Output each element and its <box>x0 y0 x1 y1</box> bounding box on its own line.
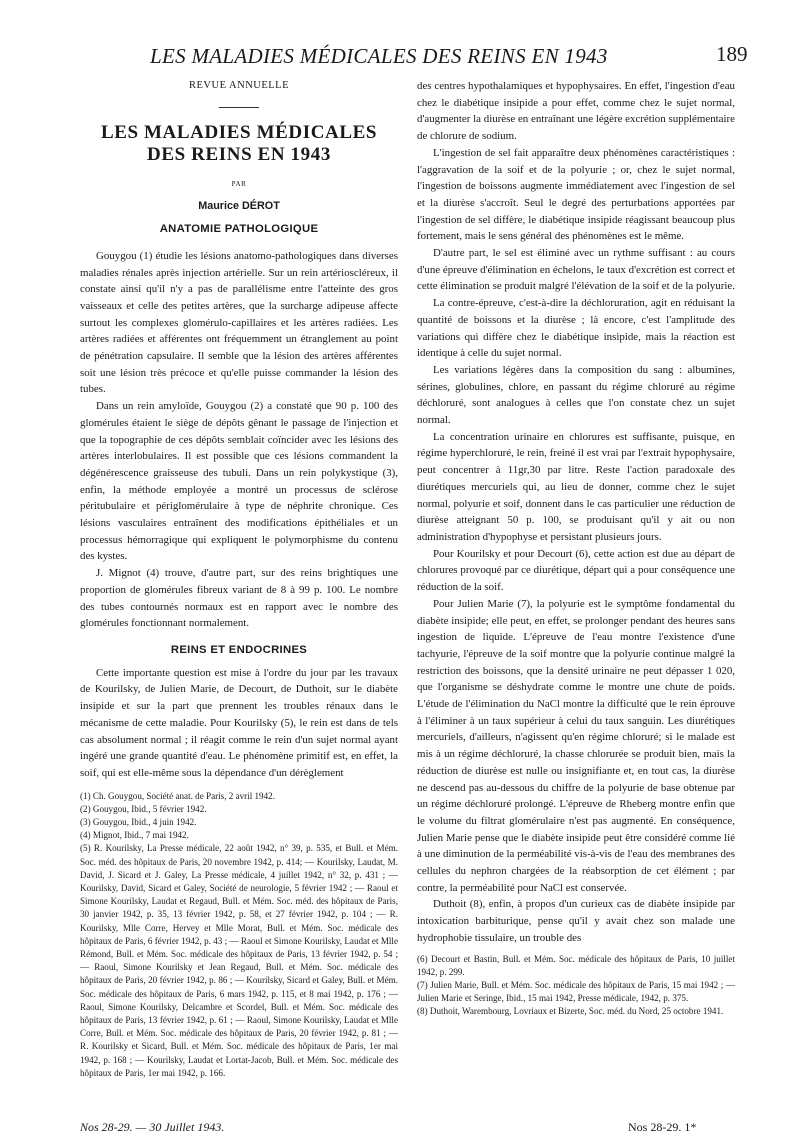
footnote: (6) Decourt et Bastin, Bull. et Mém. Soc. médicale des hôpitaux de Paris, 10 juillet 1942, p. 299. <box>417 953 735 977</box>
section-kicker: REVUE ANNUELLE <box>188 80 290 91</box>
paragraph: Cette importante question est mise à l'ordre du jour par les travaux de Kourilsky, de Julien Marie, de Decourt, de Duthoit, sur le diabète insipide et sur la part que prennent les troubles rénaux dans le mécanisme de cette maladie. Pour Kourilsky (5), le rein est dans de tels cas absolument normal ; il réagit comme le rein d'un sujet normal ayant ingéré une grande quantité d'eau. Le phénomène primitif est, en effet, la soif, qui est elle-même sous la dépendance d'un dérèglement <box>80 666 398 779</box>
footnotes-right <box>417 953 735 1019</box>
paragraph: Les variations légères dans la composition du sang : albumines, sérines, globulines, chlore, en passant du régime chloruré au régime déchloruré, sont analogues à celles que l'on constate chez un sujet normal. <box>417 363 735 427</box>
footnote: (1) Ch. Gouygou, Société anat. de Paris, 2 avril 1942. <box>80 790 275 801</box>
running-head: LES MALADIES MÉDICALES DES REINS EN 1943 <box>150 44 608 68</box>
footnote: (2) Gouygou, Ibid., 5 février 1942. <box>80 803 207 814</box>
paragraph: Gouygou (1) étudie les lésions anatomo-pathologiques dans diverses maladies rénales après injection artérielle. Sur un rein artérioscléreux, il constate ainsi qu'il n'y a pas de parallélisme entre l'atteinte des gros vaisseaux et celle des petites artères, que la surcharge adipeuse affecte surtout les complexes glomérulo-capillaires et les artères radiées. Les artères radiées et afférentes ont fréquemment un étranglement au point de pénétration capsulaire. Il semble que la lésion des artères afférentes soit une lésion très précoce et qu'elle puisse commander la lésion des tubes. <box>80 249 398 396</box>
paragraph: La concentration urinaire en chlorures est suffisante, puisque, en régime hyperchloruré, le rein, freiné il est vrai par l'extrait hypophysaire, peut concentrer à 11gr,30 par litre. Reste l'action paradoxale des diurétiques mercuriels qui, au lieu de donner, comme chez le sujet normal, polyurie et soif, donnent dans le cas particulier une réduction de diurèse atteignant 50 p. 100, se produisant qu'il y ait ou non administration d'hypophyse et persistant plusieurs jours. <box>417 430 735 543</box>
issue-footer-left: Nos 28-29. — 30 Juillet 1943. <box>80 1120 225 1134</box>
issue-footer-right: Nos 28-29. 1* <box>628 1120 697 1134</box>
paragraph: J. Mignot (4) trouve, d'autre part, sur des reins brightiques une proportion de glomérules fibreux variant de 8 à 99 p. 100. Le nombre des tubes contournés normaux est en rapport avec le nombre des glomérules fonctionnant normalement. <box>80 567 398 630</box>
paragraph: des centres hypothalamiques et hypophysaires. En effet, l'ingestion d'eau chez le diabétique insipide a pour effet, comme chez le sujet normal, d'augmenter la diurèse en entraînant une légère excrétion supplémentaire de chlorure de sodium. <box>417 80 735 143</box>
section-heading-reins-endocrines: REINS ET ENDOCRINES <box>170 643 308 656</box>
paragraph: La contre-épreuve, c'est-à-dire la déchloruration, agit en réduisant la quantité de boissons et la diurèse ; là encore, c'est l'amplitude des variations qui diffère chez le diabétique insipide, mais la réaction est identique à celle du sujet normal. <box>417 297 735 360</box>
footnote: (5) R. Kourilsky, La Presse médicale, 22 août 1942, n° 39, p. 535, et Bull. et Mém. Soc. méd. des hôpitaux de Paris, 20 novembre 1942, p. 414; — Kourilsky, Laudat, M. David, J. Sicard et J. Galey, La Presse médicale, 4 juillet 1942, n° 32, p. 431 ; — Kourilsky, David, Sicard et Galey, Société de neurologie, 5 février 1942 ; — Raoul et Simone Kourilsky, Laudat et Regaud, Bull. et Mém. Soc. méd. des hôpitaux de Paris, 30 janvier 1942, p. 35, 13 février 1942, p. 58, et 27 février 1942, p. 104 ; — R. Kourilsky, Mlle Corre, Hervey et Mlle Morat, Bull. et Mém. Soc. médicale des hôpitaux de Paris, 6 février 1942, p. 43 ; — Raoul et Simone Kourilsky, Laudat et Mlle Rémond, Bull. et Mém. Soc. médicale des hôpitaux de Paris, 13 février 1942, p. 54 ; — Raoul, Simone Kourilsky et Jean Regaud, Bull. et Mém. Soc. médicale des hôpitaux de Paris, 20 février 1942, p. 86 ; — Kourilsky, Sicard et Galey, Bull. et Mém. Soc. médicale des hôpitaux de Paris, 6 mars 1942, p. 115, et 8 mai 1942, p. 176 ; — Raoul, Simone Kourilsky, Delcambre et Scordel, Bull. et Mém. Soc. médicale des hôpitaux de Paris, 13 février 1942, p. 61 ; — Raoul, Simone Kourilsky, Laudat et Mlle Corre, Bull. et Mém. Soc. médicale des hôpitaux de Paris, 20 février 1942, p. 81 ; — R. Kourilsky et Sicard, Bull. et Mém. Soc. médicale des hôpitaux de Paris, 1er mai 1942, p. 168 ; — Kourilsky, Laudat et Lortat-Jacob, Bull. et Mém. Soc. médicale des hôpitaux de Paris, 1er mai 1942, p. 166. <box>80 843 398 1078</box>
paragraph: Pour Kourilsky et pour Decourt (6), cette action est due au départ de chlorures provoqué par ce diurétique, départ qui a pour conséquence une réduction de la soif. <box>417 547 735 594</box>
footnotes-left <box>80 790 398 1080</box>
paragraph: L'ingestion de sel fait apparaître deux phénomènes caractéristiques : l'aggravation de la soif et de la polyurie ; or, chez le sujet normal, l'ingestion de boissons augmente immédiatement avec l'ingestion de sel et la diurèse s'accroît. Seul le degré des perturbations apportées par l'ingestion de sel diffère, le diabétique insipide réagissant beaucoup plus fortement, mais le sens général des phénomènes est le même. <box>417 146 735 243</box>
page-number: 189 <box>716 42 748 66</box>
title-rule <box>219 107 259 108</box>
left-column <box>80 78 398 1080</box>
right-column <box>417 78 735 1019</box>
footnote: (4) Mignot, Ibid., 7 mai 1942. <box>80 830 189 841</box>
footnote: (7) Julien Marie, Bull. et Mém. Soc. médicale des hôpitaux de Paris, 15 mai 1942 ; — Julien Marie et Seringe, Ibid., 15 mai 1942, Presse médicale, 1942, p. 375. <box>417 979 735 1004</box>
paragraph: Duthoit (8), enfin, à propos d'un curieux cas de diabète insipide par intoxication barbiturique, pense qu'il y avait chez son malade une hydrophobie tissulaire, un trouble des <box>417 898 735 944</box>
paragraph: Pour Julien Marie (7), la polyurie est le symptôme fondamental du diabète insipide; elle peut, en effet, se prolonger pendant des heures sans ingestion de liquide. L'épreuve de l'eau montre l'existence d'une tachyurie, l'épreuve de la soif montre que la polyurie continue malgré la restriction des boissons, que la densité urinaire ne peut dépasser 1 020, que l'organisme se déshydrate comme le montre une chute de poids. L'étude de l'élimination du NaCl montre la difficulté que le rein éprouve à l'éliminer à un taux supérieur à celui du taux sanguin. Les diurétiques mercuriels, d'ailleurs, n'agissent qu'en régime chloruré; si le malade est mis à un régime déchloruré, la chasse chlorurée se produit bien, mais la réduction de diurèse est nulle ou insignifiante et, en tout cas, la diurèse ne descend pas au-dessous du chiffre de la polyurie de base obtenue par un régime déchloruré prolongé. L'épreuve de Rheberg montre enfin que le volume du filtrat glomérulaire n'est pas augmenté. En conséquence, Julien Marie pense que le diabète insipide peut être considéré comme lié à une diminution de la perméabilité vis-à-vis de l'eau des membranes des cellules du nephron chargées de la réabsorption de cet élément ; par contre, la perméabilité pour NaCl est conservée. <box>417 597 735 894</box>
footnote: (8) Duthoit, Warembourg, Lovriaux et Bizerte, Soc. méd. du Nord, 25 octobre 1941. <box>417 1006 724 1017</box>
author-name: Maurice DÉROT <box>198 200 280 213</box>
article-title: LES MALADIES MÉDICALES DES REINS EN 1943 <box>100 121 378 165</box>
paragraph: D'autre part, le sel est éliminé avec un rythme suffisant : au cours d'une épreuve d'élimination en échelons, le taux d'excrétion est correct et cette élimination se produit malgré l'élévation de la soif et de la polyurie. <box>417 247 735 293</box>
footnote: (3) Gouygou, Ibid., 4 juin 1942. <box>80 817 197 828</box>
section-heading-anatomie: ANATOMIE PATHOLOGIQUE <box>159 223 319 236</box>
byline-par: PAR <box>231 179 247 188</box>
paragraph: Dans un rein amyloïde, Gouygou (2) a constaté que 90 p. 100 des glomérules étaient le siège de dépôts gênant le passage de l'injection et que la topographie de ces dépôts semblait coïncider avec les lésions des artères interlobulaires. Il est possible que ces lésions commandent la dégénérescence graisseuse des tubuli. Dans un rein polykystique (3), enfin, la méthode employée a montré un processus de sclérose péritubulaire et périglomérulaire à type de néphrite chronique. Ces lésions vasculaires entraînent des modifications épithéliales et un processus hémorragique qui expliquent le polymorphisme du contenu des kystes. <box>80 400 398 563</box>
